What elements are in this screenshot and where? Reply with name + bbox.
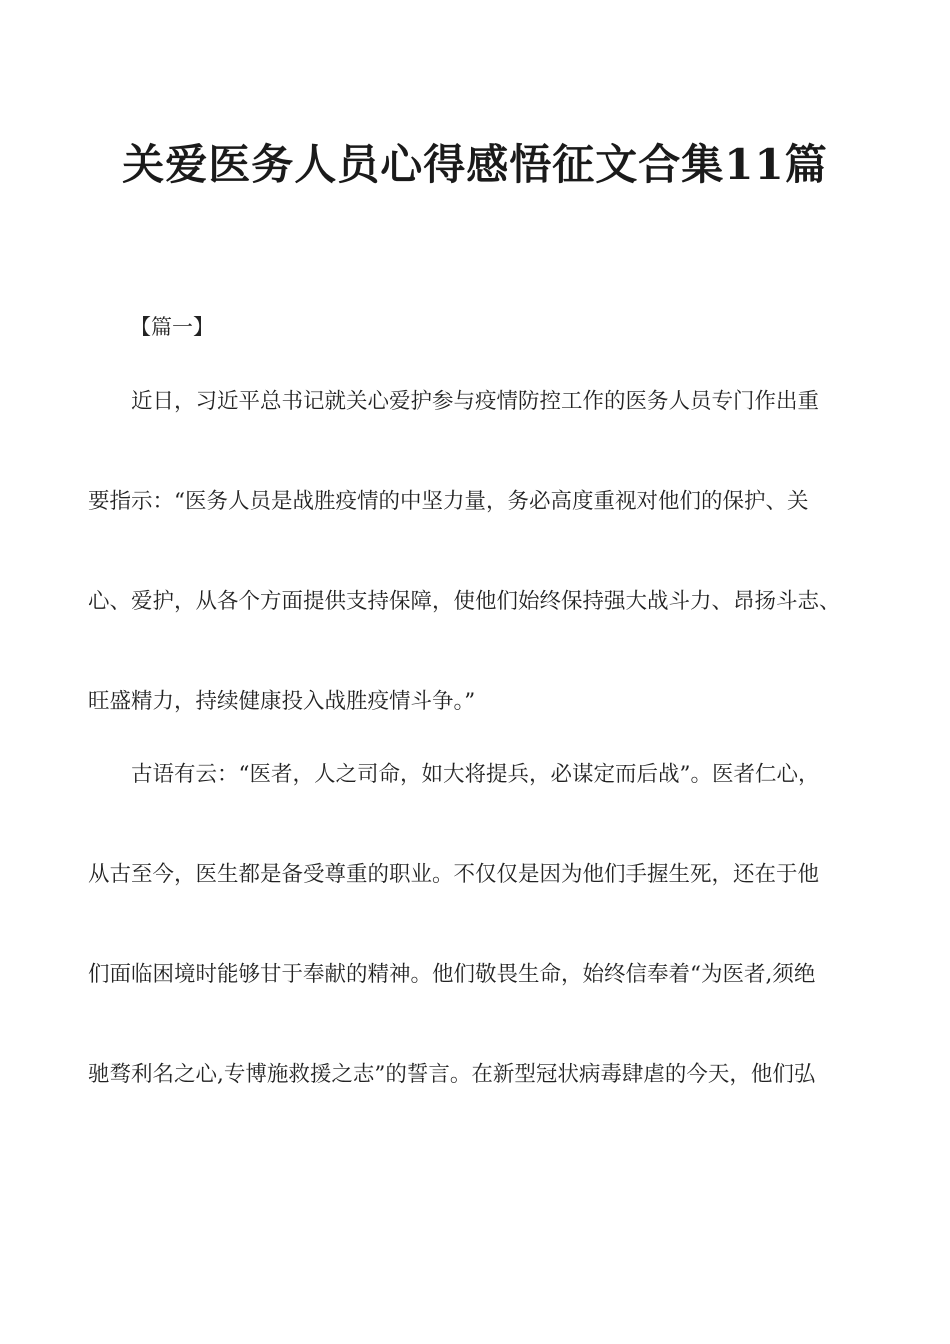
- paragraph-line: 要指示：“医务人员是战胜疫情的中坚力量，务必高度重视对他们的保护、关: [88, 489, 809, 514]
- section-label: 【篇一】: [130, 315, 214, 339]
- document-title: 关爱医务人员心得感悟征文合集11篇: [122, 140, 828, 189]
- paragraph-1: [88, 387, 863, 717]
- paragraph-line: 心、爱护，从各个方面提供支持保障，使他们始终保持强大战斗力、昂扬斗志、: [88, 589, 841, 614]
- paragraph-line: 古语有云：“医者，人之司命，如大将提兵，必谋定而后战”。医者仁心，: [131, 762, 820, 787]
- paragraph-line: 们面临困境时能够甘于奉献的精神。他们敬畏生命，始终信奉着“为医者,须绝: [88, 962, 816, 987]
- paragraph-line: 驰骛利名之心,专博施救援之志”的誓言。在新型冠状病毒肆虐的今天，他们弘: [88, 1062, 816, 1087]
- paragraph-line: 近日，习近平总书记就关心爱护参与疫情防控工作的医务人员专门作出重: [131, 389, 820, 414]
- paragraph-2: [88, 760, 863, 1090]
- paragraph-line: 旺盛精力，持续健康投入战胜疫情斗争。”: [88, 689, 476, 714]
- paragraph-line: 从古至今，医生都是备受尊重的职业。不仅仅是因为他们手握生死，还在于他: [88, 862, 820, 887]
